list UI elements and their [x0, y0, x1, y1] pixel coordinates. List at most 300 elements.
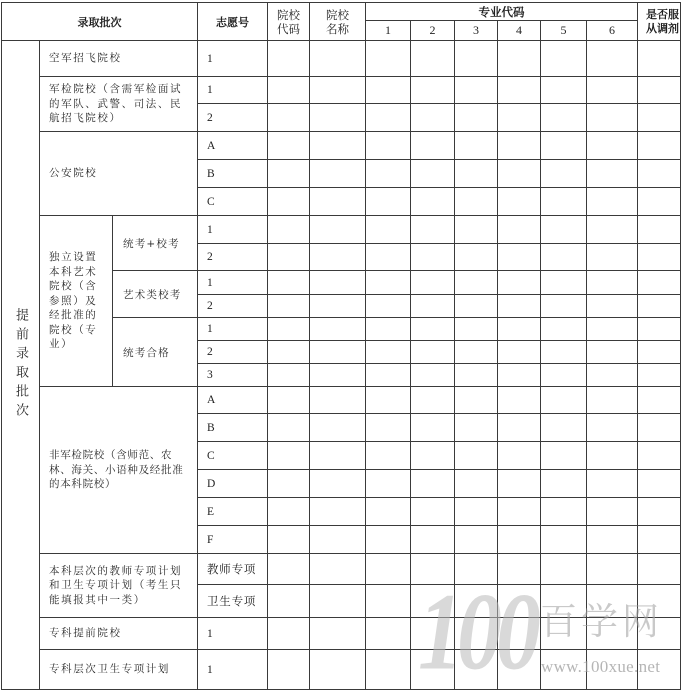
major-code-cell — [541, 470, 587, 498]
major-code-cell — [455, 364, 498, 387]
choice-number: D — [207, 477, 217, 490]
major-code-cell — [498, 618, 541, 650]
major-col-header — [541, 21, 587, 41]
header-batch: 录取批次 — [77, 15, 122, 29]
major-code-cell — [587, 618, 638, 650]
school-code-cell — [268, 132, 310, 160]
major-code-cell — [541, 526, 587, 554]
major-code-cell — [366, 160, 411, 188]
major-code-cell — [455, 244, 498, 271]
major-code-cell — [587, 341, 638, 364]
major-code-cell — [498, 188, 541, 216]
major-code-cell — [455, 442, 498, 470]
choice-number-cell — [198, 650, 268, 690]
major-code-cell — [366, 387, 411, 414]
major-code-cell — [587, 160, 638, 188]
school-code-cell — [268, 498, 310, 526]
major-code-cell — [455, 585, 498, 618]
major-code-cell — [541, 244, 587, 271]
header-school-name-cell — [310, 3, 366, 41]
header-obey-adjust: 是否服从调剂 — [646, 7, 679, 35]
major-code-cell — [498, 216, 541, 244]
choice-number: 2 — [207, 346, 214, 358]
major-code-cell — [366, 77, 411, 104]
school-name-cell — [310, 295, 366, 318]
major-code-cell — [455, 341, 498, 364]
school-name-cell — [310, 364, 366, 387]
choice-number: C — [207, 449, 216, 462]
major-code-cell — [455, 132, 498, 160]
major-code-cell — [411, 188, 455, 216]
major-code-cell — [498, 442, 541, 470]
subcategory-label: 统考合格 — [123, 346, 170, 359]
major-code-cell — [366, 618, 411, 650]
choice-number: 2 — [207, 111, 214, 124]
category-label: 专科层次卫生专项计划 — [49, 663, 170, 676]
header-choice-no: 志愿号 — [216, 15, 249, 29]
header-school-code: 院校代码 — [277, 7, 300, 36]
batch-name: 提前录取批次 — [13, 308, 28, 422]
choice-number-cell — [198, 295, 268, 318]
major-code-cell — [498, 585, 541, 618]
major-code-cell — [366, 442, 411, 470]
school-code-cell — [268, 414, 310, 442]
obey-adjust-cell — [638, 387, 681, 414]
major-col-number: 1 — [385, 23, 391, 37]
major-code-cell — [541, 387, 587, 414]
major-code-cell — [541, 160, 587, 188]
school-name-cell — [310, 188, 366, 216]
obey-adjust-cell — [638, 216, 681, 244]
obey-adjust-cell — [638, 271, 681, 295]
major-code-cell — [455, 104, 498, 132]
school-code-cell — [268, 387, 310, 414]
major-code-cell — [411, 271, 455, 295]
major-code-cell — [498, 77, 541, 104]
major-code-cell — [498, 271, 541, 295]
major-code-cell — [366, 414, 411, 442]
choice-number: 2 — [207, 251, 214, 263]
header-school-code-cell — [268, 3, 310, 41]
major-col-number: 2 — [429, 23, 436, 37]
major-code-cell — [587, 554, 638, 585]
major-code-cell — [455, 554, 498, 585]
major-code-cell — [411, 618, 455, 650]
obey-adjust-cell — [638, 41, 681, 77]
school-name-cell — [310, 77, 366, 104]
major-code-cell — [498, 554, 541, 585]
school-code-cell — [268, 318, 310, 341]
choice-number-cell — [198, 618, 268, 650]
category-label: 本科层次的教师专项计划和卫生专项计划（考生只能填报其中一类） — [49, 564, 183, 606]
obey-adjust-cell — [638, 470, 681, 498]
major-code-cell — [587, 188, 638, 216]
obey-adjust-cell — [638, 526, 681, 554]
obey-adjust-cell — [638, 160, 681, 188]
category-label: 公安院校 — [49, 167, 98, 180]
major-code-cell — [455, 618, 498, 650]
major-code-cell — [541, 295, 587, 318]
header-batch-cell — [2, 3, 198, 41]
choice-number: A — [207, 139, 217, 152]
major-code-cell — [455, 41, 498, 77]
major-code-cell — [541, 41, 587, 77]
major-code-cell — [541, 442, 587, 470]
major-code-cell — [411, 216, 455, 244]
major-code-cell — [411, 414, 455, 442]
school-name-cell — [310, 244, 366, 271]
choice-number-cell — [198, 132, 268, 160]
major-code-cell — [366, 295, 411, 318]
major-code-cell — [411, 650, 455, 690]
major-code-cell — [366, 498, 411, 526]
choice-number: 1 — [207, 323, 214, 335]
obey-adjust-cell — [638, 414, 681, 442]
choice-number: A — [207, 394, 217, 406]
school-code-cell — [268, 341, 310, 364]
major-col-number: 4 — [516, 23, 522, 37]
choice-number: F — [207, 533, 215, 546]
subcategory-label: 艺术类校考 — [123, 288, 182, 301]
school-name-cell — [310, 470, 366, 498]
major-code-cell — [587, 77, 638, 104]
school-code-cell — [268, 618, 310, 650]
obey-adjust-cell — [638, 650, 681, 690]
choice-number: 2 — [207, 300, 214, 312]
header-major-code: 专业代码 — [478, 4, 525, 19]
major-code-cell — [455, 318, 498, 341]
major-col-header — [411, 21, 455, 41]
school-name-cell — [310, 585, 366, 618]
major-code-cell — [411, 442, 455, 470]
major-code-cell — [366, 188, 411, 216]
choice-number: B — [207, 167, 216, 180]
major-code-cell — [587, 526, 638, 554]
school-name-cell — [310, 650, 366, 690]
major-code-cell — [411, 244, 455, 271]
school-code-cell — [268, 650, 310, 690]
major-code-cell — [587, 364, 638, 387]
school-name-cell — [310, 41, 366, 77]
choice-number-cell — [198, 387, 268, 414]
major-code-cell — [498, 341, 541, 364]
school-code-cell — [268, 442, 310, 470]
school-code-cell — [268, 104, 310, 132]
school-code-cell — [268, 271, 310, 295]
category-military — [40, 77, 198, 132]
school-name-cell — [310, 216, 366, 244]
major-code-cell — [498, 132, 541, 160]
subcategory-art-school-exam — [113, 271, 198, 318]
category-special-plan — [40, 554, 198, 618]
major-code-cell — [411, 470, 455, 498]
major-code-cell — [366, 244, 411, 271]
category-label: 空军招飞院校 — [49, 52, 122, 65]
major-code-cell — [498, 650, 541, 690]
major-code-cell — [498, 104, 541, 132]
obey-adjust-cell — [638, 341, 681, 364]
major-code-cell — [366, 318, 411, 341]
school-name-cell — [310, 318, 366, 341]
major-code-cell — [366, 470, 411, 498]
major-code-cell — [587, 318, 638, 341]
major-code-cell — [411, 77, 455, 104]
category-label: 独立设置本科艺术院校（含参照）及经批准的院校（专业） — [49, 251, 98, 351]
choice-number-cell — [198, 188, 268, 216]
obey-adjust-cell — [638, 77, 681, 104]
watermark-url: www.100xue.net — [541, 657, 661, 676]
choice-number: 1 — [207, 52, 214, 65]
major-col-header — [455, 21, 498, 41]
choice-number-cell — [198, 498, 268, 526]
obey-adjust-cell — [638, 498, 681, 526]
obey-adjust-cell — [638, 318, 681, 341]
major-code-cell — [366, 526, 411, 554]
school-name-cell — [310, 554, 366, 585]
choice-number: 1 — [207, 223, 214, 236]
major-code-cell — [498, 244, 541, 271]
school-name-cell — [310, 271, 366, 295]
choice-number: B — [207, 421, 216, 434]
major-code-cell — [587, 295, 638, 318]
school-name-cell — [310, 387, 366, 414]
school-code-cell — [268, 160, 310, 188]
choice-number-cell — [198, 554, 268, 585]
choice-number-cell — [198, 470, 268, 498]
school-name-cell — [310, 104, 366, 132]
major-code-cell — [455, 77, 498, 104]
major-code-cell — [455, 295, 498, 318]
major-code-cell — [455, 387, 498, 414]
major-code-cell — [411, 341, 455, 364]
major-code-cell — [366, 554, 411, 585]
major-code-cell — [455, 470, 498, 498]
major-code-cell — [541, 414, 587, 442]
major-code-cell — [587, 498, 638, 526]
major-code-cell — [455, 216, 498, 244]
major-code-cell — [587, 132, 638, 160]
major-code-cell — [541, 364, 587, 387]
batch-name-cell — [2, 41, 40, 690]
major-code-cell — [587, 414, 638, 442]
major-code-cell — [541, 132, 587, 160]
major-code-cell — [541, 188, 587, 216]
major-code-cell — [498, 318, 541, 341]
school-code-cell — [268, 216, 310, 244]
category-label: 非军检院校（含师范、农林、海关、小语种及经批准的本科院校） — [49, 449, 184, 491]
header-obey-adjust-cell — [638, 3, 681, 41]
major-col-header — [366, 21, 411, 41]
school-code-cell — [268, 554, 310, 585]
major-code-cell — [366, 364, 411, 387]
watermark-site-name: 百学网 — [540, 600, 663, 643]
choice-number-cell — [198, 77, 268, 104]
obey-adjust-cell — [638, 104, 681, 132]
major-col-number: 6 — [609, 23, 615, 37]
choice-number: 1 — [207, 627, 214, 640]
choice-number-cell — [198, 216, 268, 244]
school-code-cell — [268, 188, 310, 216]
choice-number-cell — [198, 414, 268, 442]
choice-number: 教师专项 — [207, 564, 257, 576]
major-code-cell — [587, 442, 638, 470]
major-code-cell — [366, 650, 411, 690]
school-code-cell — [268, 470, 310, 498]
major-code-cell — [498, 387, 541, 414]
major-code-cell — [455, 650, 498, 690]
major-code-cell — [587, 271, 638, 295]
choice-number-cell — [198, 41, 268, 77]
choice-number: 1 — [207, 276, 214, 289]
school-code-cell — [268, 585, 310, 618]
major-code-cell — [455, 414, 498, 442]
obey-adjust-cell — [638, 442, 681, 470]
school-name-cell — [310, 526, 366, 554]
obey-adjust-cell — [638, 618, 681, 650]
major-code-cell — [366, 132, 411, 160]
major-code-cell — [411, 364, 455, 387]
choice-number: C — [207, 195, 216, 208]
major-code-cell — [411, 318, 455, 341]
major-code-cell — [498, 498, 541, 526]
school-code-cell — [268, 41, 310, 77]
major-code-cell — [498, 364, 541, 387]
major-code-cell — [455, 160, 498, 188]
major-code-cell — [498, 526, 541, 554]
major-code-cell — [455, 526, 498, 554]
major-code-cell — [411, 160, 455, 188]
category-art — [40, 216, 113, 387]
header-major-code-cell — [366, 3, 638, 21]
major-code-cell — [541, 216, 587, 244]
obey-adjust-cell — [638, 364, 681, 387]
major-code-cell — [366, 341, 411, 364]
watermark-logo-digits: 100 — [418, 571, 535, 693]
major-code-cell — [366, 271, 411, 295]
obey-adjust-cell — [638, 554, 681, 585]
choice-number-cell — [198, 104, 268, 132]
choice-number: 卫生专项 — [207, 596, 257, 608]
major-code-cell — [541, 498, 587, 526]
category-label: 专科提前院校 — [49, 627, 122, 640]
major-code-cell — [587, 387, 638, 414]
school-name-cell — [310, 341, 366, 364]
school-code-cell — [268, 77, 310, 104]
major-code-cell — [411, 554, 455, 585]
header-school-name: 院校名称 — [326, 7, 349, 36]
choice-number-cell — [198, 341, 268, 364]
category-junior-early — [40, 618, 198, 650]
major-code-cell — [541, 341, 587, 364]
major-code-cell — [455, 271, 498, 295]
school-code-cell — [268, 295, 310, 318]
major-code-cell — [541, 104, 587, 132]
major-col-header — [587, 21, 638, 41]
major-code-cell — [587, 650, 638, 690]
major-code-cell — [541, 585, 587, 618]
choice-number: E — [207, 505, 215, 518]
major-code-cell — [541, 618, 587, 650]
major-col-header — [498, 21, 541, 41]
choice-number-cell — [198, 526, 268, 554]
school-code-cell — [268, 244, 310, 271]
subcategory-label: 统考+校考 — [123, 237, 180, 250]
major-code-cell — [455, 498, 498, 526]
category-non-military — [40, 387, 198, 554]
major-code-cell — [587, 216, 638, 244]
major-code-cell — [498, 470, 541, 498]
choice-number-cell — [198, 271, 268, 295]
major-code-cell — [411, 585, 455, 618]
obey-adjust-cell — [638, 295, 681, 318]
major-code-cell — [541, 318, 587, 341]
category-police — [40, 132, 198, 216]
major-code-cell — [541, 554, 587, 585]
major-code-cell — [366, 216, 411, 244]
category-label: 军检院校（含需军检面试的军队、武警、司法、民航招飞院校） — [49, 83, 183, 125]
major-code-cell — [455, 188, 498, 216]
major-code-cell — [587, 585, 638, 618]
choice-number: 1 — [207, 84, 214, 96]
major-code-cell — [587, 244, 638, 271]
school-name-cell — [310, 132, 366, 160]
school-name-cell — [310, 618, 366, 650]
major-code-cell — [411, 526, 455, 554]
major-code-cell — [541, 77, 587, 104]
obey-adjust-cell — [638, 132, 681, 160]
school-name-cell — [310, 414, 366, 442]
choice-number-cell — [198, 585, 268, 618]
major-code-cell — [366, 104, 411, 132]
major-code-cell — [541, 271, 587, 295]
header-choice-no-cell — [198, 3, 268, 41]
obey-adjust-cell — [638, 244, 681, 271]
choice-number-cell — [198, 160, 268, 188]
major-code-cell — [587, 470, 638, 498]
major-col-number: 5 — [560, 23, 567, 37]
subcategory-unified-pass — [113, 318, 198, 387]
major-code-cell — [498, 295, 541, 318]
application-form-table — [1, 2, 681, 693]
obey-adjust-cell — [638, 585, 681, 618]
choice-number-cell — [198, 244, 268, 271]
choice-number: 3 — [207, 369, 214, 381]
category-junior-health — [40, 650, 198, 690]
school-name-cell — [310, 442, 366, 470]
major-code-cell — [411, 295, 455, 318]
major-code-cell — [366, 585, 411, 618]
major-code-cell — [587, 104, 638, 132]
school-code-cell — [268, 364, 310, 387]
choice-number: 1 — [207, 663, 214, 676]
choice-number-cell — [198, 442, 268, 470]
major-code-cell — [411, 41, 455, 77]
major-col-number: 3 — [473, 23, 479, 37]
school-code-cell — [268, 526, 310, 554]
major-code-cell — [366, 41, 411, 77]
major-code-cell — [587, 41, 638, 77]
choice-number-cell — [198, 318, 268, 341]
major-code-cell — [411, 498, 455, 526]
major-code-cell — [411, 104, 455, 132]
major-code-cell — [498, 414, 541, 442]
major-code-cell — [411, 132, 455, 160]
obey-adjust-cell — [638, 188, 681, 216]
major-code-cell — [498, 160, 541, 188]
major-code-cell — [498, 41, 541, 77]
school-name-cell — [310, 160, 366, 188]
category-air-force — [40, 41, 198, 77]
